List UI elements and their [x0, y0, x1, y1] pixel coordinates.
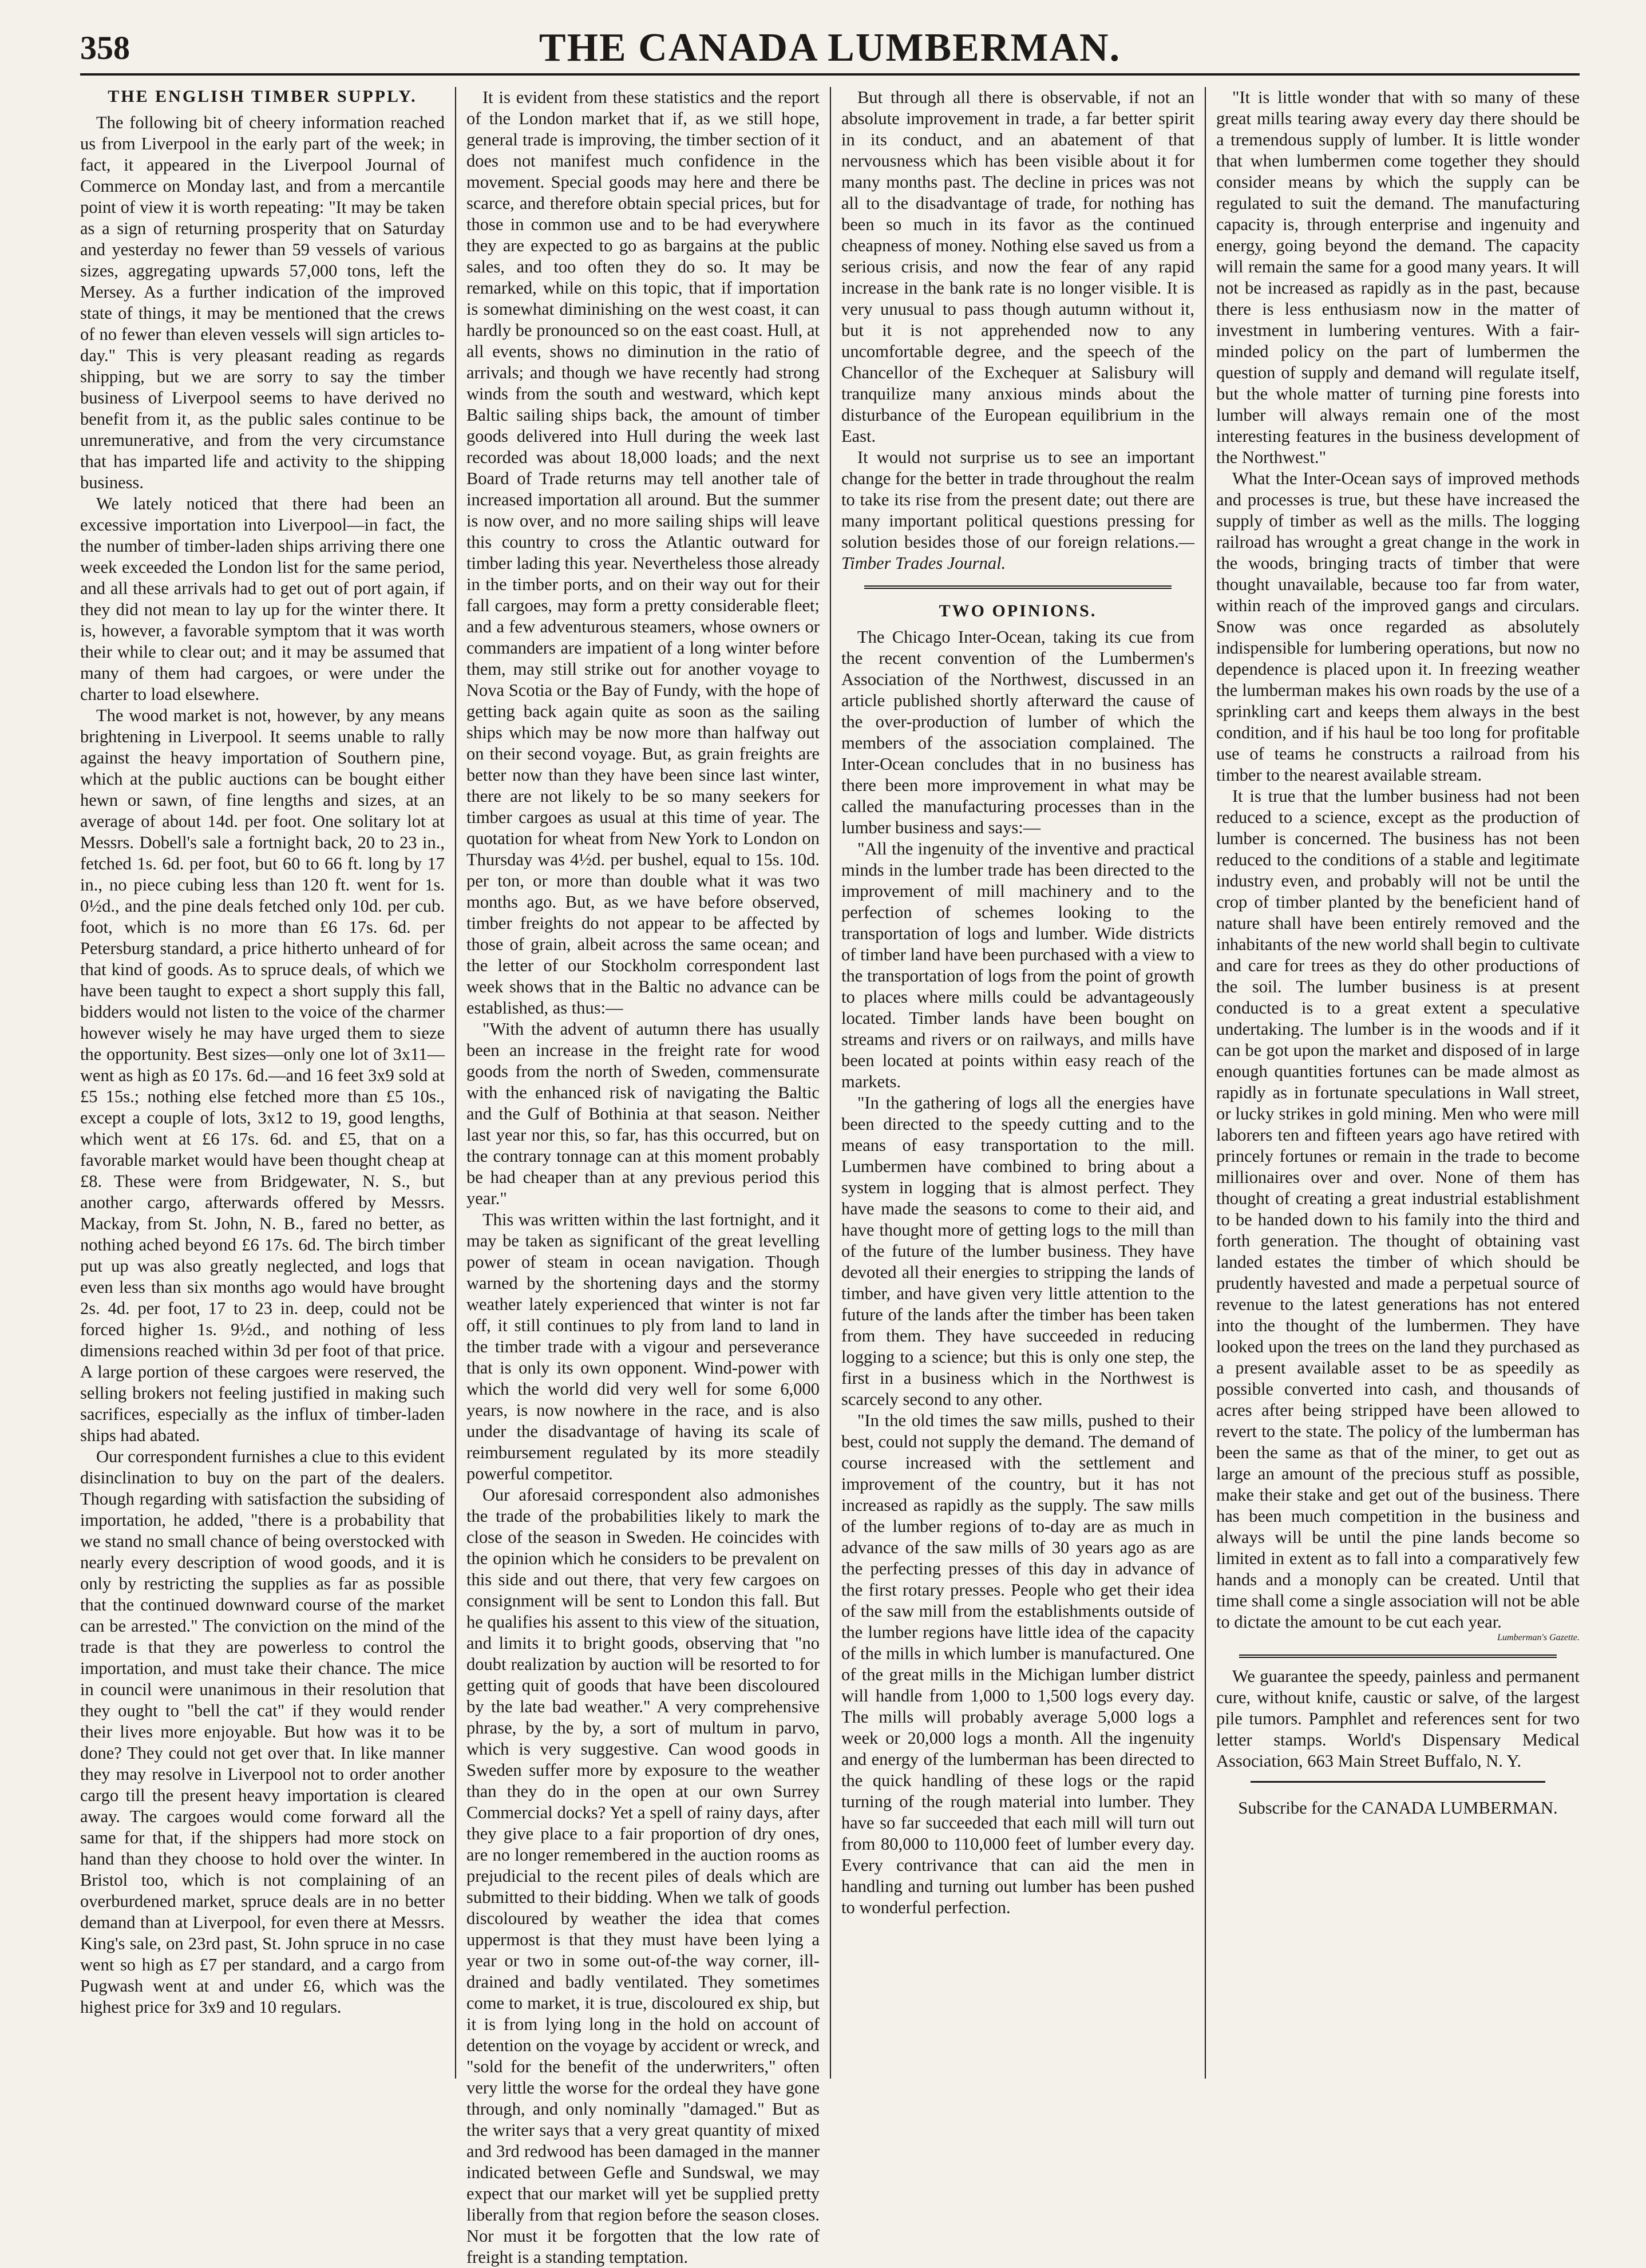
newspaper-page [80, 23, 1580, 2267]
page-header [80, 23, 1580, 76]
column-2 [455, 87, 830, 2267]
columns [80, 87, 1580, 2267]
article-english-timber-paragraph: Our aforesaid correspondent also admonishes the trade of the probabilities likely to mark the close of the season in Sweden. He coincides with the opinion which he considers to be prevalent on this side and out there, that very few cargoes on consignment will be sent to London this fall. But he qualifies his assent to this view of the situation, and limits it to bright goods, observing that "no doubt realization by auction will be resorted to for getting quit of goods that have been discoloured by the late bad weather." A very comprehensive phrase, by the by, a sort of multum in parvo, which is very suggestive. Can wood goods in Sweden suffer more by exposure to the weather than they do in the open at our own Surrey Commercial docks? Yet a spell of rainy days, after they give place to a fair proportion of dry ones, are no longer remembered in the auction rooms as prejudicial to the recent piles of deals which are submitted to their bidding. When we talk of goods discoloured by weather the idea that comes uppermost is that they must have been lying a year or two in some out-of-the way corner, ill-drained and badly ventilated. They sometimes come to market, it is true, discoloured ex ship, but it is from lying long in the hold on account of detention on the voyage by accident or wreck, and "sold for the benefit of the underwriters," often very little the worse for the ordeal they have gone through, and only nominally "damaged." But as the writer says that a very great quantity of mixed and 3rd redwood has been damaged in the manner indicated between Gefle and Sundswal, we may expect that our market will yet be supplied pretty liberally from that region before the season closes. Nor must it be forgotten that the low rate of freight is a standing temptation. [466, 1485, 820, 2267]
article-english-timber-credit: —Timber Trades Journal. [841, 532, 1194, 573]
article-english-timber-paragraph [841, 447, 1194, 574]
article-two-opinions-paragraph: "In the old times the saw mills, pushed to their best, could not supply the demand. The demand of course increased with the settlement and improvement of the country, but it has not increased as rapidly as the supply. The saw mills of the lumber regions of to-day are as much in advance of the saw mills of 30 years ago as are the perfecting presses of this day in advance of the first rotary presses. People who get their idea of the saw mill from the establishments outside of the lumber regions have little idea of the capacity of the mills in which lumber is manufactured. One of the great mills in the Michigan lumber district will handle from 1,000 to 1,500 logs every day. The mills will probably average 5,000 logs a week or 20,000 logs a month. All the ingenuity and energy of the lumberman has been directed to the quick handling of these logs or the rapid turning of the rough material into lumber. They have so far succeeded that each mill will turn out from 80,000 to 110,000 feet of lumber every day. Every contrivance that can aid the men in handling and turning out lumber has been pushed to wonderful perfection. [841, 1411, 1194, 1917]
advertisement-text: We guarantee the speedy, painless and permanent cure, without knife, caustic or salve, of the largest pile tumors. Pamphlet and references sent for two letter stamps. World's Dispensary Medical Association, 663 Main Street Buffalo, N. Y. [1216, 1667, 1580, 1771]
article-english-timber-paragraph: The wood market is not, however, by any means brightening in Liverpool. It seems unable to rally against the heavy importation of Southern pine, which at the public auctions can be bought either hewn or sawn, of fine lengths and sizes, at an average of about 14d. per foot. One solitary lot at Messrs. Dobell's sale a fortnight back, 20 to 23 in., fetched 1s. 6d. per foot, but 60 to 66 ft. long by 17 in., no piece cubing less than 120 ft. went for 1s. 0½d., and the pine deals fetched only 10d. per cub. foot, which is no more than £6 17s. 6d. per Petersburg standard, a price hitherto unheard of for that kind of goods. As to spruce deals, of which we have been taught to expect a short supply this fall, bidders would not listen to the voice of the charmer however wisely he may have urged them to sieze the opportunity. Best sizes—only one lot of 3x11—went as high as £0 17s. 6d.—and 16 feet 3x9 sold at £5 15s.; nothing else fetched more than £5 10s., except a couple of lots, 3x12 to 19, good lengths, which went at £6 17s. 6d. and £5, that on a favorable market would have been thought cheap at £8. These were from Bridgewater, N. S., but another cargo, afterwards offered by Messrs. Mackay, from St. John, N. B., fared no better, as nothing ached beyond £6 17s. 6d. The birch timber put up was also greatly neglected, and logs that even less than six months ago would have brought 2s. 4d. per foot, 17 to 23 in. deep, could not be forced higher 1s. 9½d., and nothing of less dimensions reached within 3d per foot of that price. A large portion of these cargoes were reserved, the selling brokers not feeling justified in making such sacrifices, especially as the influx of timber-laden ships had abated. [80, 706, 445, 1445]
column-3 [830, 87, 1205, 2079]
article-two-opinions-paragraph: The Chicago Inter-Ocean, taking its cue from the recent convention of the Lumbermen's Association of the Northwest, discussed in an article published shortly afterward the cause of the over-production of lumber of which the members of the association complained. The Inter-Ocean concludes that in no business has there been more improvement in what may be called the manufacturing processes than in the lumber business and says:— [841, 627, 1194, 837]
page-number: 358 [80, 29, 130, 66]
article-two-opinions-credit: Lumberman's Gazette. [1497, 1633, 1580, 1642]
masthead: THE CANADA LUMBERMAN. [539, 26, 1121, 70]
article-english-timber-paragraph: This was written within the last fortnight, and it may be taken as significant of the great levelling power of steam in ocean navigation. Though warned by the shortening days and the stormy weather lately experienced that winter is not far off, it still continues to ply from land to land in the timber trade with a vigour and perseverance that is only its own opponent. Wind-power with which the world did very well for some 6,000 years, is now nowhere in the race, and is also under the disadvantage of having its scale of reimbursement regulated by its more steadily powerful competitor. [466, 1210, 820, 1483]
column-1 [80, 87, 455, 2079]
article-english-timber-quote: "With the advent of autumn there has usually been an increase in the freight rate for wood goods from the north of Sweden, commensurate with the enhanced risk of navigating the Baltic and the Gulf of Bothinia at that season. Neither last year nor this, so far, has this occurred, but on the contrary tonnage can at this moment probably be had cheaper than at any previous period this year." [466, 1019, 820, 1208]
article-english-timber-last-paragraph: It would not surprise us to see an important change for the better in trade throughout the realm to take its rise from the present date; out there are many important political questions pressing for solution besides those of our foreign relations. [841, 448, 1194, 552]
article-english-timber-title: THE ENGLISH TIMBER SUPPLY. [108, 87, 417, 106]
article-english-timber-paragraph: We lately noticed that there had been an excessive importation into Liverpool—in fact, the the number of timber-laden ships arriving there one week exceeded the London list for the same period, and all these arrivals had to get out of port again, if they did not mean to lay up for the winter there. It is, however, a favorable symptom that it was worth their while to clear out; and it may be assumed that many of them had cargoes, or were under the charter to load elsewhere. [80, 494, 445, 704]
article-english-timber-paragraph: It is evident from these statistics and the report of the London market that if, as we still hope, general trade is improving, the timber section of it does not manifest much confidence in the movement. Special goods may here and there be scarce, and therefore obtain special prices, but for those in common use and to be had everywhere they are expected to go as bargains at the public sales, and too often they do so. It may be remarked, while on this topic, that if importation is somewhat diminishing on the west coast, it can hardly be pronounced so on the east coast. Hull, at all events, shows no diminution in the ratio of arrivals; and though we have recently had strong winds from the south and westward, which kept Baltic sailing ships back, the amount of timber goods delivered into Hull during the week last recorded was about 18,000 loads; and the next Board of Trade returns may tell another tale of increased importation all around. But the summer is now over, and no more sailing ships will leave this country to cross the Atlantic outward for timber lading this year. Nevertheless those already in the timber ports, and on their way out for their fall cargoes, may form a pretty considerable fleet; and a few adventurous steamers, whose owners or commanders are impatient of a long winter before them, may still strike out for another voyage to Nova Scotia or the Bay of Fundy, with the hope of getting back again quite as soon as the sailing ships which may be now more than halfway out on their second voyage. But, as grain freights are better now than they have been since last winter, there are not likely to be so many seekers for timber cargoes as usual at this time of year. The quotation for wheat from New York to London on Thursday was 4½d. per bushel, equal to 15s. 10d. per ton, or more than double what it was two months ago. But, as we have before observed, timber freights do not appear to be affected by those of grain, albeit across the same ocean; and the letter of our Stockholm correspondent last week shows that in the Baltic no advance can be established, as thus:— [466, 88, 820, 1018]
section-divider [864, 585, 1172, 589]
column-4 [1205, 87, 1580, 2079]
article-two-opinions-paragraph: "In the gathering of logs all the energies have been directed to the speedy cutting and to the means of easy transportation to the mill. Lumbermen have combined to bring about a system in logging that is almost perfect. They have made the seasons to come to their aid, and have thought more of getting logs to the mill than of the future of the lumber business. They have devoted all their energies to stripping the lands of timber, and have given very little attention to the future of the lands after the timber has been taken from them. They have succeeded in reducing logging to a science; but this is only one step, the first in a business which in the Northwest is scarcely second to any other. [841, 1093, 1194, 1409]
article-english-timber-paragraph: Our correspondent furnishes a clue to this evident disinclination to buy on the part of the dealers. Though regarding with satisfaction the subsiding of importation, he added, "there is a probability that we stand no small chance of being overstocked with nearly every description of wood goods, and it is only by restricting the supplies as far as possible that the continued downward course of the market can be arrested." The conviction on the mind of the trade is that they are powerless to control the importation, and must take their chance. The mice in council were unanimous in their resolution that they ought to "bell the cat" if they would render their lives more enjoyable. But how was it to be done? They could not get over that. In like manner they may resolve in Liverpool not to order another cargo till the present heavy importation is cleared away. The cargoes would come forward all the same for that, if the shippers had more stock on hand than they choose to hold over the winter. In Bristol too, which is not complaining of an overburdened market, spruce deals are in no better demand than at Liverpool, for even there at Messrs. King's sale, on 23rd past, St. John spruce in no case went so high as £7 per standard, and a cargo from Pugwash went at and under £6, which was the highest price for 3x9 and 10 regulars. [80, 1447, 445, 2017]
footer-divider [1251, 1781, 1545, 1783]
advert-divider [1239, 1655, 1557, 1658]
article-two-opinions-paragraph: "All the ingenuity of the inventive and practical minds in the lumber trade has been directed to the improvement of mill machinery and to the perfection of schemes looking to the transportation of logs and lumber. Wide districts of timber land have been purchased with a view to the transportation of logs from the point of growth to places where mills could be advantageously located. Timber lands have been bought on streams and rivers or on railways, and mills have been located at points within easy reach of the markets. [841, 839, 1194, 1091]
article-two-opinions-paragraph: "It is little wonder that with so many of these great mills tearing away every day there should be a tremendous supply of lumber. It is little wonder that when lumbermen come together they should consider means by which the supply can be regulated to suit the demand. The manufacturing capacity is, through enterprise and ingenuity and energy, going beyond the demand. The capacity will remain the same for a good many years. It will not be increased as rapidly as in the past, because there is less enthusiasm now in the matter of investment in lumbering ventures. With a fair-minded policy on the part of lumbermen the question of supply and demand will regulate itself, but the whole matter of turning pine forests into lumber will always remain one of the most interesting features in the business development of the Northwest." [1216, 88, 1580, 467]
subscribe-note: Subscribe for the CANADA LUMBERMAN. [1238, 1798, 1558, 1818]
pile-cure-advertisement [1216, 1666, 1580, 1772]
article-english-timber-paragraph: The following bit of cheery information reached us from Liverpool in the early part of the week; in fact, it appeared in the Liverpool Journal of Commerce on Monday last, and from a mercantile point of view it is worth repeating: "It may be taken as a sign of returning prosperity that on Saturday and yesterday no fewer than 59 vessels of various sizes, aggregating upwards 57,000 tons, left the Mersey. As a further indication of the improved state of things, it may be mentioned that the crews of no fewer than eleven vessels will sign articles to-day." This is very pleasant reading as regards shipping, but we are sorry to say the timber business of Liverpool seems to have derived no benefit from it, as the public sales continue to be unremunerative, and from the very circumstance that has imparted life and activity to the shipping business. [80, 113, 445, 492]
article-two-opinions-paragraph: What the Inter-Ocean says of improved methods and processes is true, but these have increased the supply of timber as well as the mills. The logging railroad has wrought a great change in the work in the woods, bringing tracts of timber that were thought unavailable, because too far from water, within reach of the improved gangs and circulars. Snow was once regarded as absolutely indispensible for lumbering operations, but now no dependence is placed upon it. In freezing weather the lumberman makes his own roads by the use of a sprinkling cart and keeps them always in the best condition, and if his haul be too long for profitable use of teams he constructs a railroad from his timber to the nearest available stream. [1216, 469, 1580, 785]
article-two-opinions-title: TWO OPINIONS. [939, 601, 1097, 620]
article-two-opinions-paragraph: It is true that the lumber business had not been reduced to a science, except as the production of lumber is concerned. The business has not been reduced to the conditions of a stable and legitimate industry even, and probably will not be until the crop of timber planted by the beneficient hand of nature shall have been entirely removed and the inhabitants of the new world shall begin to cultivate and care for trees as they do other productions of the soil. The lumber business is at present conducted is to a great extent a speculative undertaking. The lumber is in the woods and if it can be got upon the market and disposed of in large enough quantities fortunes can be made almost as rapidly as in fortunate speculations in Wall street, or lucky strikes in gold mining. Men who were mill laborers ten and fifteen years ago have retired with princely fortunes or remain in the trade to become millionaires over and over. None of them has thought of creating a great industrial establishment to be handed down to his family into the third and forth generation. The thought of obtaining vast landed estates the timber of which should be prudently havested and made a perpetual source of revenue to the latest generations has not entered into the thought of the lumbermen. They have looked upon the trees on the land they purchased as a present available asset to be as speedily as possible converted into cash, and thousands of acres after being stripped have been allowed to revert to the state. The policy of the lumberman has been the same as that of the miner, to get out as large an amount of the precious stuff as possible, make their stake and get out of the business. There has been much competition in the business and always will be until the pine lands become so limited in extent as to fall into a comparatively few hands and a monoply can be created. Until that time shall come a single association will not be able to dictate the amount to be cut each year. [1216, 786, 1580, 1632]
article-english-timber-paragraph: But through all there is observable, if not an absolute improvement in trade, a far better spirit in its conduct, and an abatement of that nervousness which has been visible about it for many months past. The decline in prices was not all to the disadvantage of trade, for nothing has been so much in its favor as the continued cheapness of money. Nothing else saved us from a serious crisis, and now the fear of any rapid increase in the bank rate is no longer visible. It is very unusual to pass though autumn without it, but it is not apprehended now to any uncomfortable degree, and the speech of the Chancellor of the Exchequer at Salisbury will tranquilize many anxious minds about the disturbance of the European equilibrium in the East. [841, 88, 1194, 446]
